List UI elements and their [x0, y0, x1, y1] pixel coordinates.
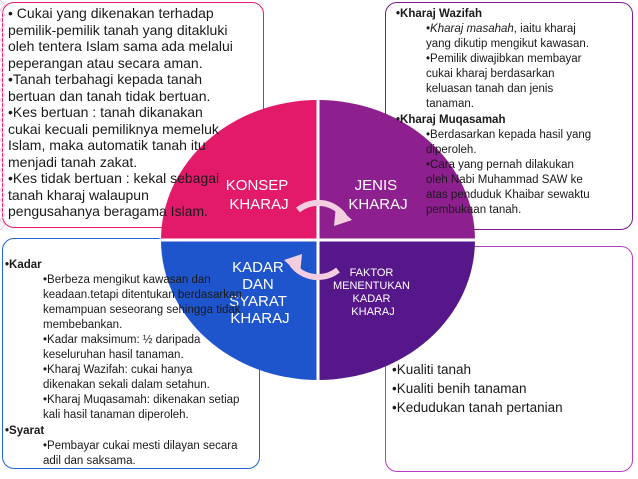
text-line: •Pembayar cukai mesti dilayan secara: [43, 440, 238, 452]
text-line: membebankan.: [43, 319, 123, 331]
text-line: pengusahanya beragama Islam.: [8, 203, 209, 219]
text-line: yang dikutip mengikut kawasan.: [426, 38, 590, 50]
text-line: oleh tentera Islam sama ada melalui: [8, 38, 233, 54]
text-line: •Kharaj Muqasamah: dikenakan setiap: [43, 394, 240, 406]
text-line: adil dan saksama.: [43, 455, 136, 467]
text-line: •Tanah terbahagi kepada tanah: [8, 71, 203, 87]
text-line: •Kes tidak bertuan : kekal sebagai: [8, 170, 220, 186]
text-line: •Kualiti benih tanaman: [392, 381, 527, 396]
text-line: keseluruhan hasil tanaman.: [43, 349, 184, 361]
text-line: cukai kecuali pemiliknya memeluk: [8, 120, 219, 137]
text-line: tanah kharaj walaupun: [8, 186, 149, 203]
text-line: •Kedudukan tanah pertanian: [392, 400, 563, 415]
text-line: • Cukai yang dikenakan terhadap: [8, 5, 214, 21]
jenis-label: JENIS KHARAJ: [348, 177, 408, 213]
text-line: •Pemilik diwajibkan membayar: [426, 53, 582, 65]
text-line: Islam, maka automatik tanah itu: [8, 137, 206, 153]
text-line: diperoleh.: [426, 144, 477, 156]
text-line: •Berdasarkan kepada hasil yang: [426, 129, 592, 141]
text-line: •Cara yang pernah dilakukan: [426, 159, 574, 171]
text-line: •Kharaj Wazifah: cukai hanya: [43, 364, 193, 376]
text-line: cukai kharaj berdasarkan: [426, 68, 555, 80]
text-line: oleh Nabi Muhammad SAW ke: [426, 174, 583, 186]
kharaj-wazifah-heading: •Kharaj Wazifah: [396, 8, 483, 20]
text-line: dikenakan sekali dalam setahun.: [43, 379, 210, 391]
konsep-label: KONSEP KHARAJ: [225, 177, 289, 213]
syarat-heading: •Syarat: [5, 425, 45, 437]
text-line: •Kualiti tanah: [392, 362, 472, 377]
kadar-heading: •Kadar: [5, 259, 42, 271]
text-line: •Kadar maksimum: ½ daripada: [43, 334, 201, 346]
text-line: kemampuan seseorang sehingga tidak: [43, 304, 241, 316]
text-line: •Kharaj masahah, iaitu kharaj: [426, 23, 576, 35]
text-line: pemilik-pemilik tanah yang ditakluki: [8, 21, 228, 38]
faktor-quadrant: [318, 240, 475, 380]
text-line: bertuan dan tanah tidak bertuan.: [8, 87, 211, 104]
text-line: •Berbeza mengikut kawasan dan: [43, 274, 211, 286]
text-line: atas penduduk Khaibar sewaktu: [426, 189, 590, 201]
text-line: keadaan.tetapi ditentukan berdasarkan: [43, 289, 242, 301]
text-line: keluasan tanah dan jenis: [426, 83, 554, 95]
text-line: tanaman.: [426, 98, 474, 110]
text-line: menjadi tanah zakat.: [8, 153, 138, 170]
kadar-label: KADAR DAN SYARAT KHARAJ: [229, 259, 290, 327]
kharaj-muqasamah-heading: •Kharaj Muqasamah: [396, 114, 506, 126]
text-line: peperangan atau secara aman.: [8, 54, 203, 71]
text-line: kali hasil tanaman diperoleh.: [43, 409, 189, 421]
text-line: •Kes bertuan : tanah dikanakan: [8, 104, 203, 120]
faktor-label: FAKTOR MENENTUKAN KADAR KHARAJ: [332, 267, 410, 318]
text-line: pembukaan tanah.: [426, 204, 522, 216]
